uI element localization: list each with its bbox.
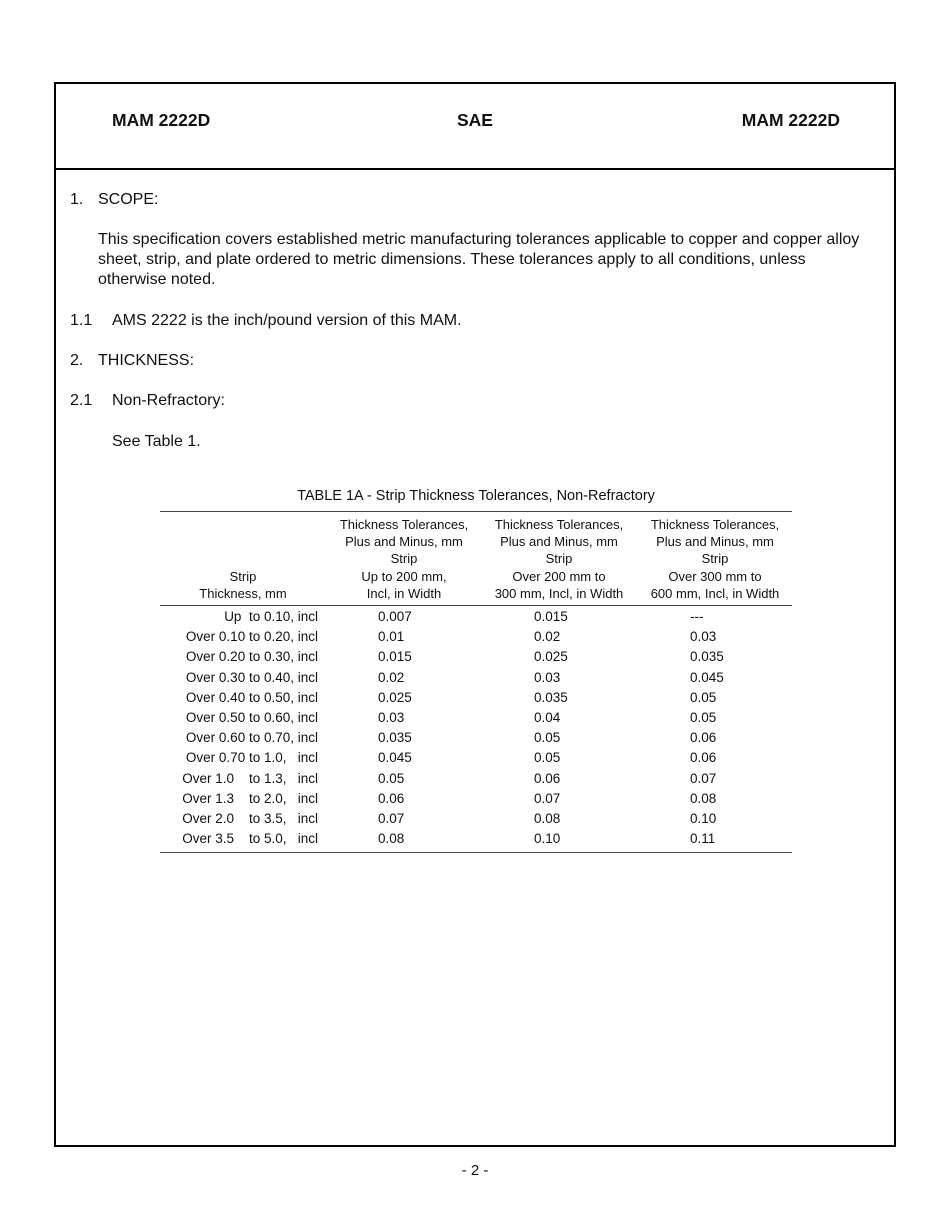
cell-tol-300: 0.025 [534, 649, 568, 665]
section-1-1-number: 1.1 [70, 312, 93, 329]
table-row [160, 811, 792, 831]
cell-tol-300: 0.04 [534, 710, 561, 725]
cell-thickness: Over 0.40 to 0.50, incl [185, 689, 318, 705]
col-header-line: Strip [545, 551, 573, 567]
col-header-line: Over 300 mm to [668, 568, 762, 584]
col-header-line: Plus and Minus, mm [500, 534, 618, 550]
col-header-line: 300 mm, Incl, in Width [494, 585, 624, 601]
cell-tol-300: 0.03 [534, 669, 561, 685]
cell-thickness: Over 1.0 to 1.3, incl [182, 770, 318, 786]
cell-tol-300: 0.035 [534, 689, 568, 705]
section-2-title: THICKNESS: [98, 352, 195, 369]
col-header-line: Strip [701, 551, 729, 567]
header-doc-id-right: MAM 2222D [741, 110, 840, 130]
cell-tol-300: 0.08 [534, 811, 561, 826]
cell-thickness: Over 0.20 to 0.30, incl [185, 649, 318, 665]
cell-tol-300: 0.02 [534, 629, 561, 645]
cell-tol-200: 0.025 [378, 689, 412, 705]
cell-tol-200: 0.035 [378, 730, 412, 746]
col-header-thickness [160, 516, 326, 602]
cell-thickness: Over 0.30 to 0.40, incl [185, 669, 318, 685]
col-header-line: Strip [390, 551, 418, 567]
cell-tol-600: 0.07 [690, 770, 717, 786]
table-caption: TABLE 1A - Strip Thickness Tolerances, Non-Refractory [297, 488, 655, 504]
cell-tol-600: 0.05 [690, 689, 717, 705]
cell-thickness: Over 0.50 to 0.60, incl [185, 710, 318, 725]
cell-tol-300: 0.07 [534, 790, 561, 806]
cell-tol-600: 0.10 [690, 811, 717, 826]
section-1-1-text: AMS 2222 is the inch/pound version of this MAM. [112, 312, 462, 329]
cell-tol-300: 0.10 [534, 831, 561, 847]
cell-tol-200: 0.007 [378, 609, 412, 624]
cell-tol-600: 0.08 [690, 790, 717, 806]
section-2-1-number: 2.1 [70, 392, 93, 409]
cell-tol-600: 0.03 [690, 629, 717, 645]
col-header-line [160, 516, 326, 533]
table-row [160, 791, 792, 811]
cell-thickness: Up to 0.10, incl [224, 609, 318, 624]
table-row [160, 609, 792, 629]
col-header-line: Strip [229, 568, 257, 584]
col-header-line: Thickness Tolerances, [494, 517, 624, 532]
header-doc-id-left: MAM 2222D [112, 110, 211, 130]
table-row [160, 690, 792, 710]
table-top-rule [160, 511, 792, 512]
cell-tol-200: 0.01 [378, 629, 405, 645]
table-row [160, 831, 792, 851]
col-header-line: Over 200 mm to [512, 568, 606, 584]
page-number: - 2 - [461, 1162, 489, 1179]
col-header-up-to-200 [328, 516, 480, 602]
table-row [160, 730, 792, 750]
cell-tol-600: 0.035 [690, 649, 724, 665]
cell-thickness: Over 0.10 to 0.20, incl [185, 629, 318, 645]
cell-thickness: Over 0.70 to 1.0, incl [185, 750, 318, 766]
see-table-text: See Table 1. [112, 433, 201, 450]
cell-tol-200: 0.03 [378, 710, 405, 725]
cell-tol-600: --- [690, 609, 704, 624]
cell-tol-600: 0.045 [690, 669, 724, 685]
col-header-300-to-600 [638, 516, 792, 602]
col-header-line [160, 533, 326, 550]
cell-tol-300: 0.015 [534, 609, 568, 624]
cell-tol-200: 0.05 [378, 770, 405, 786]
cell-tol-600: 0.11 [690, 831, 716, 847]
table-bottom-rule [160, 852, 792, 853]
table-row [160, 649, 792, 669]
cell-tol-300: 0.05 [534, 750, 561, 766]
scope-paragraph: This specification covers established metric manufacturing tolerances applicable to copper and copper alloy sheet, strip, and plate ordered to metric dimensions. These tolerances apply to all conditions, unless otherwise noted. [98, 231, 860, 288]
cell-thickness: Over 0.60 to 0.70, incl [185, 730, 318, 746]
cell-tol-200: 0.02 [378, 669, 405, 685]
cell-tol-200: 0.07 [378, 811, 405, 826]
col-header-line: Thickness, mm [199, 585, 287, 601]
col-header-line: Thickness Tolerances, [650, 517, 780, 532]
cell-tol-600: 0.06 [690, 730, 717, 746]
cell-tol-200: 0.06 [378, 790, 405, 806]
col-header-line: Up to 200 mm, [361, 568, 447, 584]
section-2-1-title: Non-Refractory: [112, 392, 225, 409]
col-header-line: 600 mm, Incl, in Width [650, 585, 780, 601]
cell-tol-300: 0.05 [534, 730, 561, 746]
col-header-200-to-300 [480, 516, 638, 602]
section-2-number: 2. [70, 352, 84, 369]
cell-thickness: Over 3.5 to 5.0, incl [182, 831, 318, 847]
col-header-line: Incl, in Width [366, 585, 442, 601]
page-header [56, 84, 894, 170]
table-row [160, 750, 792, 770]
section-1-number: 1. [70, 191, 84, 208]
cell-thickness: Over 1.3 to 2.0, incl [182, 790, 318, 806]
section-1-title: SCOPE: [98, 191, 159, 208]
cell-thickness: Over 2.0 to 3.5, incl [182, 811, 318, 826]
cell-tol-200: 0.015 [378, 649, 412, 665]
cell-tol-600: 0.05 [690, 710, 717, 725]
col-header-line: Plus and Minus, mm [656, 534, 774, 550]
table-row [160, 771, 792, 791]
header-org: SAE [457, 110, 493, 130]
table-row [160, 710, 792, 730]
page-frame [54, 82, 896, 1147]
table-row [160, 670, 792, 690]
col-header-line: Plus and Minus, mm [345, 534, 463, 550]
cell-tol-600: 0.06 [690, 750, 717, 766]
table-row [160, 629, 792, 649]
table-header-rule [160, 605, 792, 606]
col-header-line [160, 550, 326, 567]
cell-tol-200: 0.045 [378, 750, 412, 766]
cell-tol-200: 0.08 [378, 831, 405, 847]
cell-tol-300: 0.06 [534, 770, 561, 786]
col-header-line: Thickness Tolerances, [339, 517, 469, 532]
